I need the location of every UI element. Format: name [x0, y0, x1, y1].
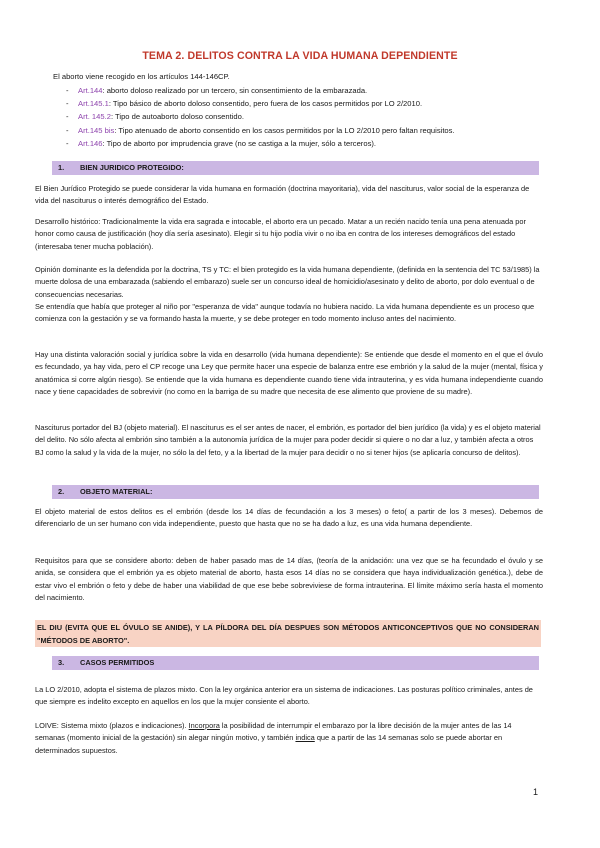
section-number: 2. [58, 487, 65, 496]
paragraph-life-hope: Se entendía que había que proteger al niño por "esperanza de vida" aunque todavía no hubiera nacido. La vida humana dependiente es un proceso que comienza con la gestación y se va formando hasta la muerte, y se debe proteger en todo momento incluso antes del nacimiento. [35, 302, 535, 324]
list-item: - Art.145.1: Tipo básico de aborto doloso consentido, pero fuera de los casos permitidos por LO 2/2010. [66, 99, 423, 109]
page-number: 1 [533, 787, 539, 797]
section-number: 1. [58, 163, 65, 172]
section-label: OBJETO MATERIAL: [80, 487, 153, 496]
paragraph-nasciturus: Nasciturus portador del BJ (objeto material). El nasciturus es el ser antes de nacer, el embrión, es portador del bien jurídico (la vida) y es el objeto material del delito. No sólo afecta al embrión sino también a la autonomía jurídica de la mujer para poder decidir si quiere o no dar a luz, y también afecta a otros BJ como la salud y la vida de la mujer, no sólo la del feto, y a la libertad de la mujer para decidir o no si tener hijos (se aplicaría concurso de delitos). [35, 423, 541, 457]
list-item: - Art.146: Tipo de aborto por imprudencia grave (no se castiga a la mujer, sólo a terceros). [66, 138, 376, 148]
underlined-word: Incorpora [188, 721, 220, 730]
article-text: : Tipo de autoaborto doloso consentido. [110, 112, 244, 122]
article-list [66, 84, 455, 150]
article-ref: Art.144 [78, 86, 103, 95]
paragraph-requirements: Requisitos para que se considere aborto: deben de haber pasado mas de 14 días, (teoría de la anidación: una vez que se ha fecundado el óvulo y se anida, se considera que el embrión ya es objeto material de aborto, hasta esos 14 días no se considera que haya individualización genética.), debe de estar vivo el embrión o feto y debe de haber una viabilidad de que ese bebe sobreviviese de forma intrauterina. El límite máximo sería hasta el momento del nacimiento. [35, 556, 543, 602]
paragraph-material-object: El objeto material de estos delitos es el embrión (desde los 14 días de fecundación a los 3 meses) o feto( a partir de los 3 meses). Debemos de diferenciarlo de un ser humano con vida independiente, puesto que hasta que no se ha dado a luz, es una vida humana dependiente. [35, 507, 543, 529]
paragraph-historical: Desarrollo histórico: Tradicionalmente la vida era sagrada e intocable, el aborto era un pecado. Matar a un recién nacido tenía una pena atenuada por honor como causa de justificación (hoy día sería asesinato). Elegir si tu hijo podía vivir o no iba en contra de los intereses demográficos del estado (interesaba tener mucha población). [35, 217, 526, 251]
article-ref: Art.146 [78, 138, 103, 148]
list-item: - Art.145 bis: Tipo atenuado de aborto consentido en los casos permitidos por la LO 2/2010 pero faltan requisitos. [66, 125, 455, 135]
loive-text: LOIVE: Sistema mixto (plazos e indicaciones). [35, 721, 189, 730]
list-item: - Art. 145.2: Tipo de autoaborto doloso consentido. [66, 112, 244, 122]
list-item: - Art.144: aborto doloso realizado por un tercero, sin consentimiento de la embarazada. [66, 86, 368, 95]
article-text: : Tipo básico de aborto doloso consentido, pero fuera de los casos permitidos por LO 2/2010. [108, 99, 423, 109]
section-header-objeto-material [52, 485, 539, 499]
section-number: 3. [58, 658, 65, 667]
section-header-casos-permitidos [52, 656, 539, 670]
section-header-bien-juridico [52, 161, 539, 175]
highlight-note: EL DIU (EVITA QUE EL ÓVULO SE ANIDE), Y LA PÍLDORA DEL DÍA DESPUES SON MÉTODOS ANTICONCEPTIVOS QUE NO CONSIDERAN "MÉTODOS DE ABORTO". [35, 620, 541, 647]
loive-text: la posibilidad de interrumpir el embarazo por la libre decisión de la mujer antes de las 14 semanas (momento inicial de la gestación) sin alegar ningún motivo, y también [35, 721, 512, 743]
paragraph-loive [35, 720, 543, 757]
article-text: : Tipo de aborto por imprudencia grave (no se castiga a la mujer, sólo a terceros). [102, 138, 376, 148]
paragraph-social-valuation: Hay una distinta valoración social y jurídica sobre la vida en desarrollo (vida humana dependiente): Se entiende que desde el momento en el que el óvulo es fecundado, ya hay vida, pero el CP recoge una Ley que permite hacer una especie de balanza entre ese embrión y la salud de la mujer (mental, física y anatómica si corre algún riesgo). Se entiende que la vida humana es dependiente cuando tiene vida intrauterina, y es vida humana independiente cuando nace y tiene capacidades de sobrevivir (no como en la barriga de su madre que necesita de ese alimento que proviene de su madre). [35, 350, 543, 396]
section-label: BIEN JURIDICO PROTEGIDO: [80, 163, 184, 172]
underlined-word: indica [295, 733, 315, 743]
intro-text: El aborto viene recogido en los artículos 144-146CP. [53, 72, 230, 81]
article-text: : aborto doloso realizado por un tercero, sin consentimiento de la embarazada. [102, 86, 368, 95]
loive-text: que a partir de las 14 semanas solo se puede abortar en determinados supuestos. [35, 733, 503, 755]
article-ref: Art.145 bis [78, 125, 115, 135]
article-ref: Art.145.1 [78, 99, 109, 109]
paragraph-dominant-opinion: Opinión dominante es la defendida por la doctrina, TS y TC: el bien protegido es la vida humana dependiente, (definida en la sentencia del TC 53/1985) la muerte dolosa de una embarazada (sabiendo el embarazo) suele ser un concurso ideal de homicidio/asesinato y delito de aborto, por dolo eventual o de consecuencias necesarias. [35, 265, 540, 299]
paragraph-lo-2010: La LO 2/2010, adopta el sistema de plazos mixto. Con la ley orgánica anterior era un sistema de indicaciones. Las posturas político criminales, antes de que siempre es indelito excepto en aquellos en los que la mujer consiente el aborto. [35, 685, 533, 707]
article-text: : Tipo atenuado de aborto consentido en los casos permitidos por la LO 2/2010 pero faltan requisitos. [114, 125, 455, 135]
article-ref: Art. 145.2 [78, 112, 111, 122]
document-title: TEMA 2. DELITOS CONTRA LA VIDA HUMANA DEPENDIENTE [142, 50, 458, 62]
section-label: CASOS PERMITIDOS [80, 658, 155, 667]
paragraph-bjp-definition: El Bien Jurídico Protegido se puede considerar la vida humana en formación (doctrina mayoritaria), vida del nasciturus, valor social de la esperanza de vida del nasciturus o interés demográfico del Estado. [35, 184, 530, 206]
